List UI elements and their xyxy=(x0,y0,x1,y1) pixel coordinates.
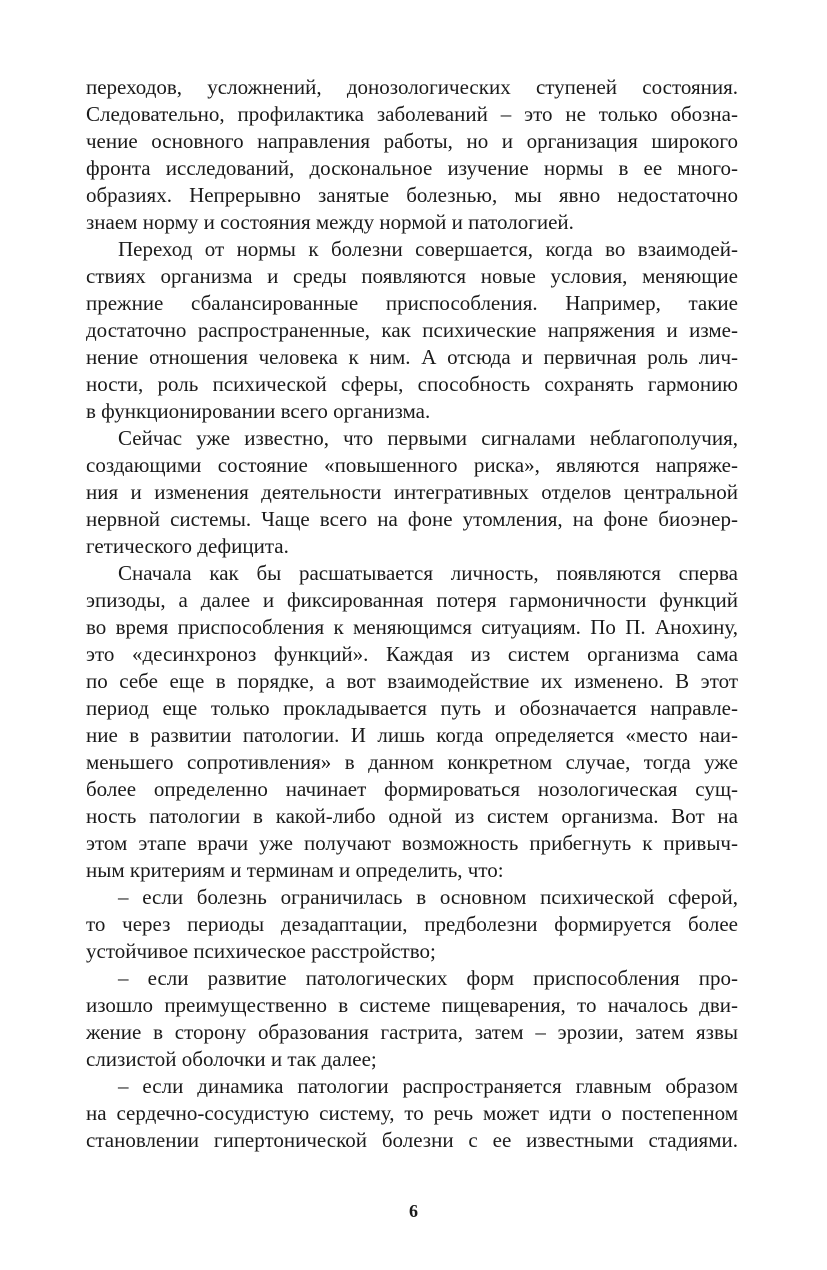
text-line: прежние сбалансированные приспособления. Например, такие xyxy=(86,291,738,315)
text-line: становлении гипертонической болезни с ее известными стадиями. xyxy=(86,1128,738,1152)
page-number: 6 xyxy=(409,1201,418,1221)
paragraph xyxy=(86,236,738,425)
text-line: ния и изменения деятельности интегративных отделов центральной xyxy=(86,480,738,504)
text-line: устойчивое психическое расстройство; xyxy=(86,939,436,963)
text-line: то через периоды дезадаптации, предболезни формируется более xyxy=(86,912,738,936)
paragraph xyxy=(86,425,738,560)
paragraph xyxy=(86,560,738,884)
text-line: ние в развитии патологии. И лишь когда определяется «место наи- xyxy=(86,723,738,747)
text-line: Следовательно, профилактика заболеваний – это не только обозна- xyxy=(86,102,738,126)
text-line: знаем норму и состояния между нормой и патологией. xyxy=(86,210,574,234)
text-line: Сейчас уже известно, что первыми сигналами неблагополучия, xyxy=(118,426,738,450)
text-line: период еще только прокладывается путь и обозначается направле- xyxy=(86,696,738,720)
text-line: это «десинхроноз функций». Каждая из систем организма сама xyxy=(86,642,738,666)
text-line: – если развитие патологических форм приспособления про- xyxy=(118,966,738,990)
text-line: переходов, усложнений, донозологических ступеней состояния. xyxy=(86,75,738,99)
text-line: ность патологии в какой-либо одной из систем организма. Вот на xyxy=(86,804,738,828)
text-line: создающими состояние «повышенного риска», являются напряже- xyxy=(86,453,738,477)
text-line: Сначала как бы расшатывается личность, появляются сперва xyxy=(118,561,738,585)
text-line: эпизоды, а далее и фиксированная потеря гармоничности функций xyxy=(86,588,738,612)
paragraph xyxy=(86,74,738,236)
list-item xyxy=(86,884,738,965)
text-line: фронта исследований, доскональное изучение нормы в ее много- xyxy=(86,156,738,180)
text-line: меньшего сопротивления» в данном конкретном случае, тогда уже xyxy=(86,750,738,774)
text-line: ности, роль психической сферы, способность сохранять гармонию xyxy=(86,372,738,396)
list-item xyxy=(86,965,738,1073)
text-line: – если болезнь ограничилась в основном психической сферой, xyxy=(118,885,738,909)
text-line: этом этапе врачи уже получают возможность прибегнуть к привыч- xyxy=(86,831,738,855)
text-line: слизистой оболочки и так далее; xyxy=(86,1047,377,1071)
page-body xyxy=(86,74,738,1154)
text-line: изошло преимущественно в системе пищеварения, то началось дви- xyxy=(86,993,738,1017)
text-line: образиях. Непрерывно занятые болезнью, мы явно недостаточно xyxy=(86,183,738,207)
list-item xyxy=(86,1073,738,1154)
text-line: жение в сторону образования гастрита, затем – эрозии, затем язвы xyxy=(86,1020,738,1044)
text-line: нервной системы. Чаще всего на фоне утомления, на фоне биоэнер- xyxy=(86,507,738,531)
text-line: во время приспособления к меняющимся ситуациям. По П. Анохину, xyxy=(86,615,738,639)
text-line: нение отношения человека к ним. А отсюда и первичная роль лич- xyxy=(86,345,738,369)
text-line: достаточно распространенные, как психические напряжения и изме- xyxy=(86,318,738,342)
text-line: чение основного направления работы, но и организация широкого xyxy=(86,129,738,153)
text-line: гетического дефицита. xyxy=(86,534,289,558)
text-line: ным критериям и терминам и определить, что: xyxy=(86,858,504,882)
text-line: по себе еще в порядке, а вот взаимодействие их изменено. В этот xyxy=(86,669,738,693)
text-line: – если динамика патологии распространяется главным образом xyxy=(118,1074,738,1098)
text-line: более определенно начинает формироваться нозологическая сущ- xyxy=(86,777,738,801)
text-line: ствиях организма и среды появляются новые условия, меняющие xyxy=(86,264,738,288)
text-line: на сердечно-сосудистую систему, то речь может идти о постепенном xyxy=(86,1101,738,1125)
text-line: в функционировании всего организма. xyxy=(86,399,431,423)
text-line: Переход от нормы к болезни совершается, когда во взаимодей- xyxy=(118,237,738,261)
